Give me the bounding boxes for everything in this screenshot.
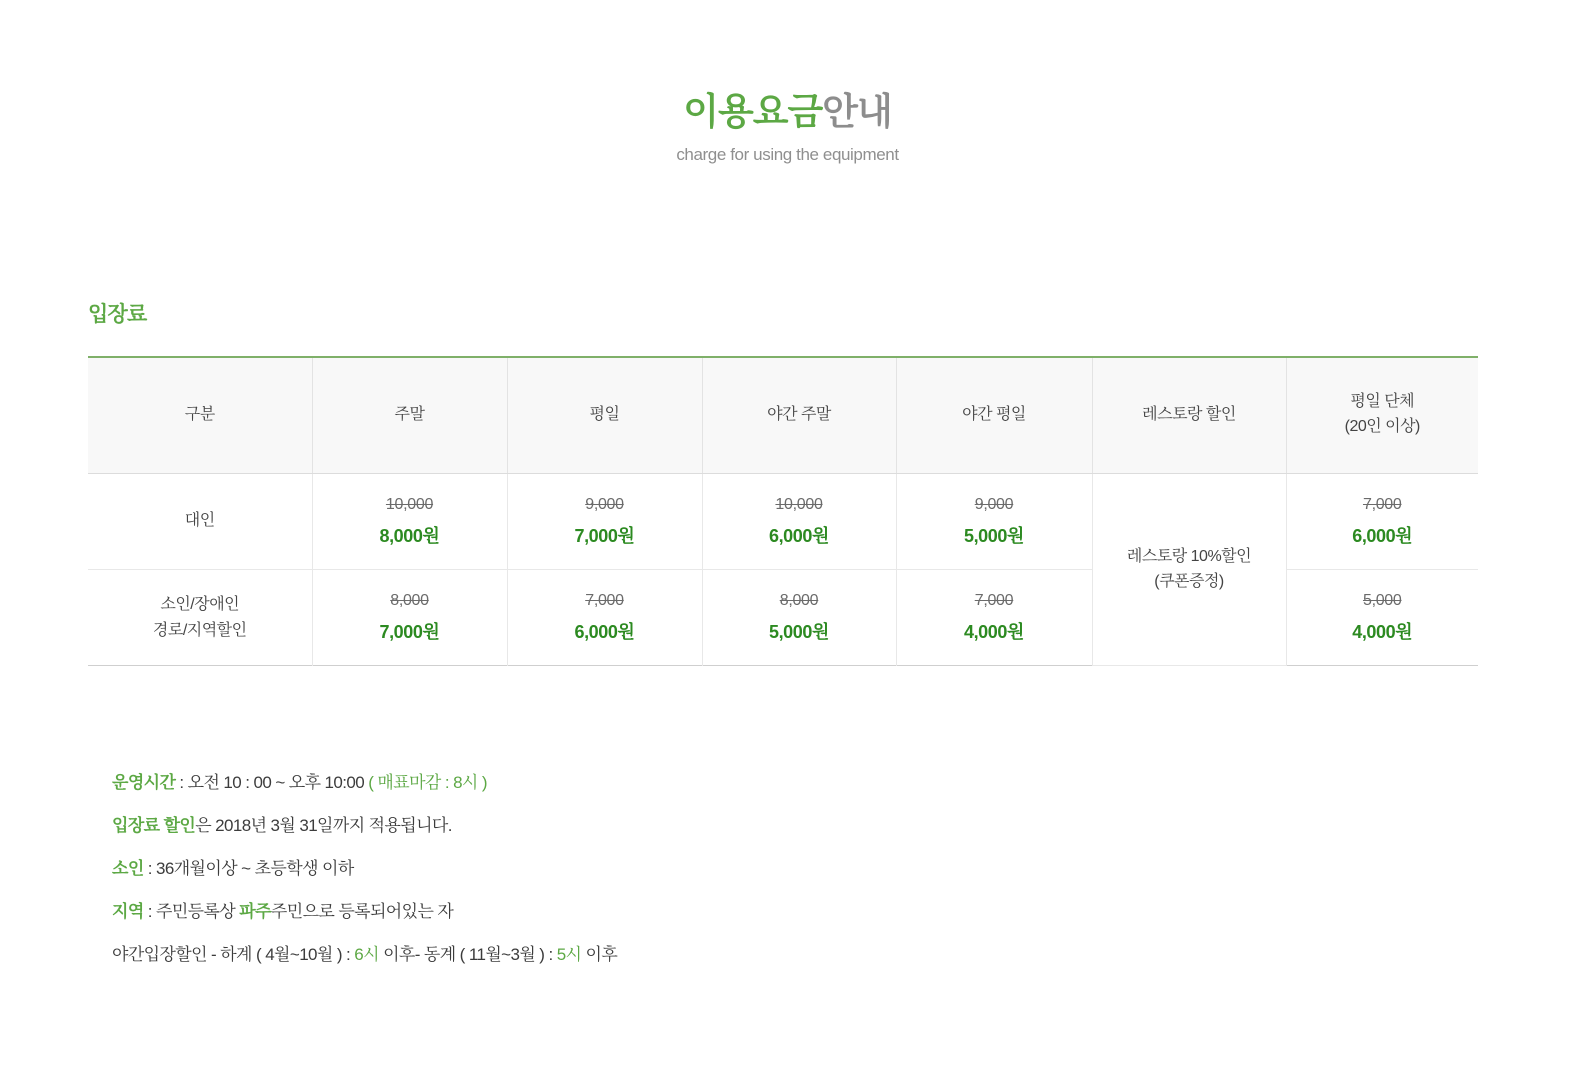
notes-list	[112, 772, 1412, 966]
note-highlight-winter: 5시	[556, 945, 582, 965]
note-label: 운영시간	[112, 773, 176, 792]
old-price: 9,000	[974, 495, 1014, 513]
new-price: 5,000원	[768, 622, 830, 643]
cell-child-night-weekend	[702, 569, 896, 665]
old-price: 7,000	[1362, 495, 1402, 513]
column-header-night-weekend: 야간 주말	[702, 357, 896, 473]
fee-table-body	[88, 473, 1478, 666]
cell-adult-weekend	[312, 473, 507, 569]
note-body-a: : 주민등록상	[143, 902, 240, 922]
column-header-weekday: 평일	[507, 357, 702, 473]
note-operating-hours	[112, 772, 1412, 794]
new-price: 4,000원	[1352, 622, 1413, 643]
note-label: 지역	[112, 902, 144, 922]
page-title-gray: 안내	[822, 91, 892, 132]
note-discount-period	[112, 815, 1412, 837]
column-header-weekend: 주말	[312, 357, 507, 473]
section-title: 입장료	[88, 303, 147, 326]
note-body: : 36개월이상 ~ 초등학생 이하	[143, 859, 354, 879]
table-row	[88, 473, 1478, 569]
old-price: 7,000	[974, 591, 1014, 609]
row-label-line2: 경로/지역할인	[152, 621, 247, 639]
admission-fee-section	[88, 298, 1478, 666]
page-subtitle: charge for using the equipment	[676, 144, 899, 164]
note-region-definition	[112, 901, 1412, 923]
table-header-row	[88, 357, 1478, 473]
note-plain-a: 야간입장할인 - 하계 ( 4월~10월 ) :	[112, 945, 355, 965]
note-plain-b: 이후- 동계 ( 11월~3월 ) :	[378, 945, 557, 965]
cell-child-weekday	[507, 569, 702, 665]
column-header-restaurant-discount: 레스토랑 할인	[1092, 357, 1286, 473]
new-price: 6,000원	[768, 526, 830, 547]
page-title-green: 이용요금	[683, 91, 823, 132]
column-header-weekday-group-line1: 평일 단체	[1350, 393, 1415, 411]
note-body-b: 주민으로 등록되어있는 자	[270, 902, 454, 922]
new-price: 7,000원	[574, 526, 635, 547]
restaurant-discount-line2: (쿠폰증정)	[1154, 573, 1224, 591]
new-price: 8,000원	[379, 526, 440, 547]
row-label-child-discount	[88, 569, 312, 665]
new-price: 6,000원	[1352, 526, 1413, 547]
new-price: 4,000원	[963, 622, 1025, 643]
column-header-weekday-group-line2: (20인 이상)	[1344, 418, 1420, 436]
new-price: 6,000원	[574, 622, 635, 643]
cell-child-weekend	[312, 569, 507, 665]
column-header-category: 구분	[88, 357, 312, 473]
old-price: 7,000	[585, 591, 624, 609]
page-header	[0, 0, 1575, 165]
old-price: 10,000	[385, 495, 434, 513]
new-price: 5,000원	[963, 526, 1025, 547]
note-plain-c: 이후	[581, 945, 618, 965]
cell-child-weekday-group	[1286, 569, 1478, 665]
note-highlight: ( 매표마감 : 8시 )	[368, 773, 487, 792]
note-label: 소인	[112, 859, 144, 879]
note-label: 입장료 할인	[112, 816, 196, 836]
cell-adult-weekday	[507, 473, 702, 569]
fee-table	[88, 356, 1478, 666]
old-price: 10,000	[775, 495, 823, 513]
cell-restaurant-discount	[1092, 473, 1286, 666]
cell-child-night-weekday	[896, 569, 1092, 665]
old-price: 8,000	[779, 591, 819, 609]
fee-table-head	[88, 357, 1478, 473]
note-body: : 오전 10 : 00 ~ 오후 10:00	[175, 773, 369, 792]
column-header-weekday-group	[1286, 357, 1478, 473]
old-price: 5,000	[1362, 591, 1402, 609]
note-inline-highlight: 파주	[239, 902, 271, 922]
row-label-adult: 대인	[88, 473, 312, 569]
new-price: 7,000원	[379, 622, 440, 643]
restaurant-discount-line1: 레스토랑 10%할인	[1126, 547, 1252, 565]
cell-adult-weekday-group	[1286, 473, 1478, 569]
note-body: 은 2018년 3월 31일까지 적용됩니다.	[195, 816, 452, 836]
row-label-line1: 소인/장애인	[160, 595, 240, 613]
note-child-definition	[112, 858, 1412, 880]
cell-adult-night-weekend	[702, 473, 896, 569]
note-highlight-summer: 6시	[354, 945, 379, 965]
page-title	[0, 92, 1575, 133]
note-night-discount	[112, 944, 1412, 966]
old-price: 8,000	[390, 591, 429, 609]
old-price: 9,000	[585, 495, 624, 513]
cell-adult-night-weekday	[896, 473, 1092, 569]
column-header-night-weekday: 야간 평일	[896, 357, 1092, 473]
